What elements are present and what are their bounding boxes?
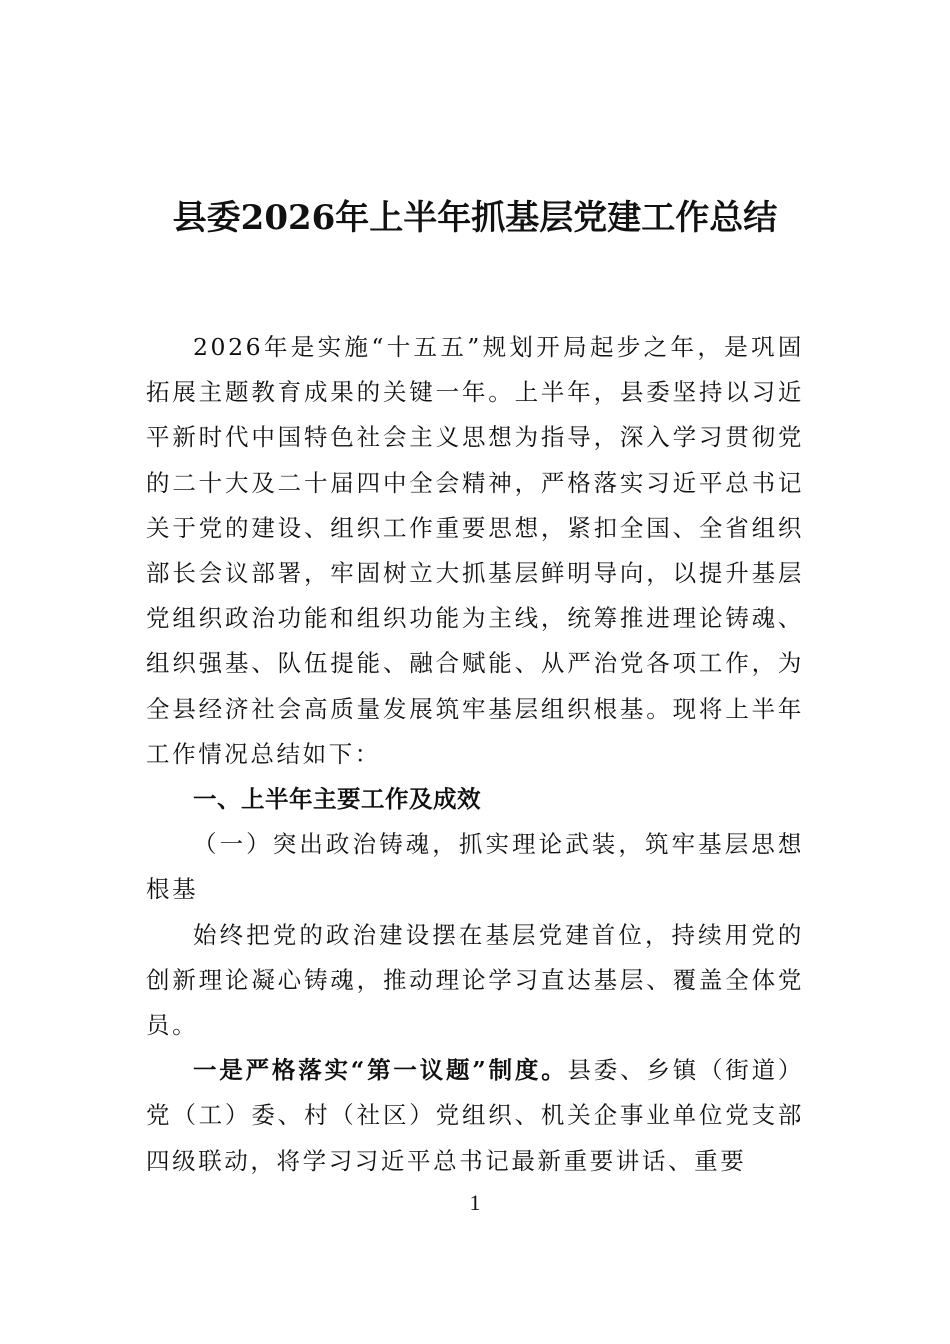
subsection-heading-1: （一）突出政治铸魂，抓实理论武装，筑牢基层思想根基 bbox=[146, 830, 804, 904]
page-number: 1 bbox=[469, 1190, 481, 1215]
item-lead-1: 一是严格落实“第一议题”制度。 bbox=[193, 1056, 568, 1085]
document-body bbox=[146, 325, 804, 1184]
item-text-1: 县委、乡镇（街道）党（工）委、村（社区）党组织、机关企事业单位党支部四级联动，将学习习近平总书记最新重要讲话、重要 bbox=[146, 1056, 804, 1175]
document-title: 县委2026年上半年抓基层党建工作总结 bbox=[172, 198, 778, 238]
section-heading-1: 一、上半年主要工作及成效 bbox=[193, 785, 481, 814]
intro-paragraph: 2026年是实施“十五五”规划开局起步之年，是巩固拓展主题教育成果的关键一年。上半年，县委坚持以习近平新时代中国特色社会主义思想为指导，深入学习贯彻党的二十大及二十届四中全会精神，严格落实习近平总书记关于党的建设、组织工作重要思想，紧扣全国、全省组织部长会议部署，牢固树立大抓基层鲜明导向，以提升基层党组织政治功能和组织功能为主线，统筹推进理论铸魂、组织强基、队伍提能、融合赋能、从严治党各项工作，为全县经济社会高质量发展筑牢基层组织根基。现将上半年工作情况总结如下： bbox=[146, 333, 804, 768]
subsection-paragraph-1: 始终把党的政治建设摆在基层党建首位，持续用党的创新理论凝心铸魂，推动理论学习直达基层、覆盖全体党员。 bbox=[146, 920, 804, 1040]
item-paragraph-1 bbox=[146, 1048, 804, 1184]
